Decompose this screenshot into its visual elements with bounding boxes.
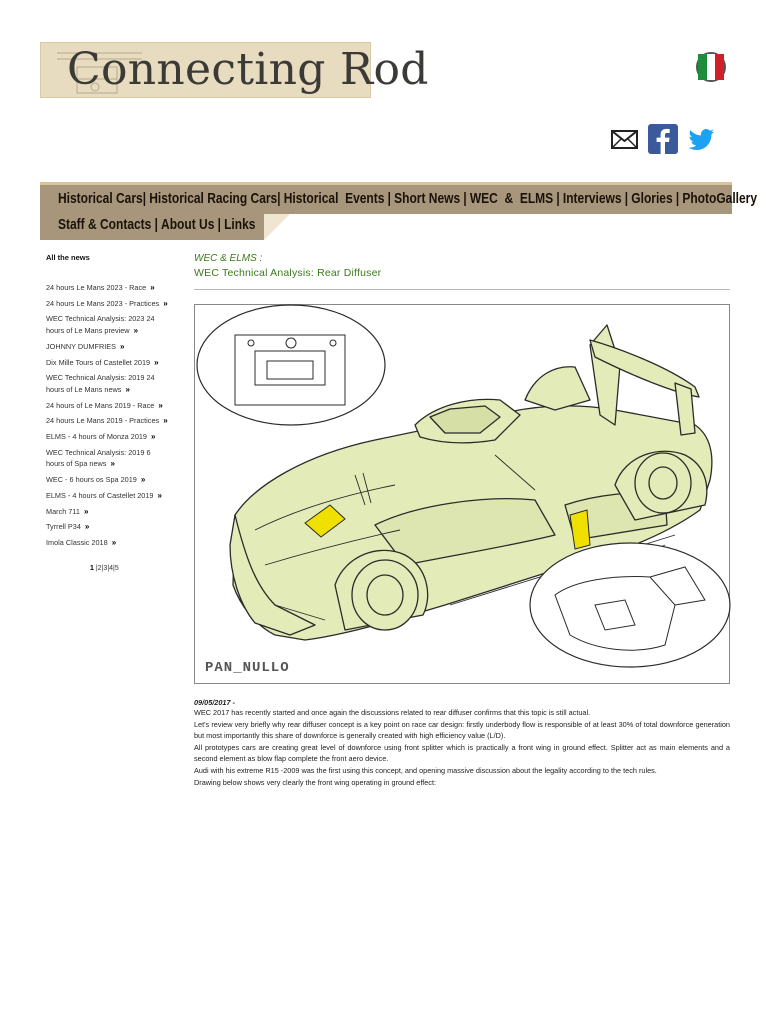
news-link[interactable]: 24 hours Le Mans 2023 - Practices bbox=[46, 298, 160, 308]
news-list bbox=[46, 282, 166, 549]
news-list-item bbox=[46, 313, 166, 336]
nav-separator: | bbox=[151, 217, 162, 233]
nav-row-1 bbox=[58, 190, 758, 208]
news-link[interactable]: WEC - 6 hours os Spa 2019 bbox=[46, 475, 137, 485]
news-list-item bbox=[46, 537, 166, 549]
double-chevron-right-icon[interactable]: » bbox=[140, 475, 144, 485]
article-title: WEC Technical Analysis: Rear Diffuser bbox=[194, 267, 730, 290]
nav-separator: | bbox=[672, 191, 683, 207]
news-link[interactable]: WEC Technical Analysis: 2023 24 hours of Le Mans preview bbox=[46, 314, 155, 336]
double-chevron-right-icon[interactable]: » bbox=[157, 490, 160, 500]
news-list-item bbox=[46, 490, 166, 502]
nav-separator: | bbox=[621, 191, 632, 207]
double-chevron-right-icon[interactable]: » bbox=[120, 341, 123, 351]
nav-separator: | bbox=[384, 191, 395, 207]
news-link[interactable]: Tyrrell P34 bbox=[46, 522, 81, 532]
nav-separator: | bbox=[142, 191, 150, 207]
news-link[interactable]: JOHNNY DUMFRIES bbox=[46, 341, 117, 351]
news-list-item bbox=[46, 415, 166, 427]
news-list-item bbox=[46, 341, 166, 353]
article-paragraph: Let's review very briefly why rear diffuser concept is a key point on race car design: firstly underbody flow is responsible of at least 30% of total downforce generation but most importantly this share of downforce is generally created with high efficiency value (L/D). bbox=[194, 719, 730, 741]
page-link[interactable]: 3 bbox=[103, 564, 108, 572]
news-link[interactable]: WEC Technical Analysis: 2019 6 hours of Spa news bbox=[46, 447, 151, 469]
double-chevron-right-icon[interactable]: » bbox=[163, 298, 166, 308]
news-link[interactable]: March 711 bbox=[46, 506, 80, 516]
article-paragraph: WEC 2017 has recently started and once again the discussions related to rear diffuser confirms that this topic is still actual. bbox=[194, 708, 591, 717]
nav-separator: | bbox=[277, 191, 284, 207]
article-category[interactable]: WEC & ELMS : bbox=[194, 253, 263, 264]
nav-staff-contacts[interactable]: Staff & Contacts bbox=[58, 216, 152, 233]
news-link[interactable]: 24 hours of Le Mans 2019 - Race bbox=[46, 400, 155, 410]
car-drawing bbox=[195, 305, 731, 685]
nav-separator: | bbox=[553, 191, 563, 207]
news-list-item bbox=[46, 357, 166, 369]
news-list-item bbox=[46, 282, 166, 294]
news-link[interactable]: Dix Mille Tours of Castellet 2019 bbox=[46, 357, 151, 367]
nav-historical-events[interactable]: Historical Events bbox=[283, 190, 385, 207]
news-link[interactable]: ELMS - 4 hours of Monza 2019 bbox=[46, 432, 147, 442]
news-list-item bbox=[46, 298, 166, 310]
article-date: 09/05/2017 - bbox=[194, 698, 235, 707]
double-chevron-right-icon[interactable]: » bbox=[154, 357, 157, 367]
nav-separator: | bbox=[460, 191, 470, 207]
double-chevron-right-icon[interactable]: » bbox=[110, 459, 113, 469]
article-image bbox=[194, 304, 730, 684]
double-chevron-right-icon[interactable]: » bbox=[125, 384, 128, 394]
double-chevron-right-icon[interactable]: » bbox=[83, 506, 87, 516]
news-link[interactable]: ELMS - 4 hours of Castellet 2019 bbox=[46, 490, 154, 500]
news-list-item bbox=[46, 447, 166, 470]
news-link[interactable]: Imola Classic 2018 bbox=[46, 537, 108, 547]
site-logo[interactable] bbox=[40, 42, 429, 98]
twitter-icon[interactable] bbox=[686, 124, 716, 154]
logo-text: Connecting Rod bbox=[67, 44, 429, 95]
news-list-item bbox=[46, 400, 166, 412]
main-navigation bbox=[40, 182, 758, 214]
article bbox=[194, 253, 730, 788]
email-icon[interactable] bbox=[610, 124, 640, 154]
italian-flag-icon[interactable] bbox=[696, 52, 726, 82]
news-link[interactable]: WEC Technical Analysis: 2019 24 hours of Le Mans news bbox=[46, 373, 155, 394]
article-paragraph: All prototypes cars are creating great level of downforce using front splitter which is practically a front wing in ground effect. Splitter act as main elements and a second element as blow flap complete the front aero device. bbox=[194, 742, 730, 764]
nav-historical-cars[interactable]: Historical Cars bbox=[58, 190, 143, 207]
news-link[interactable]: 24 hours Le Mans 2023 - Race bbox=[46, 283, 147, 292]
nav-links[interactable]: Links bbox=[224, 216, 256, 233]
nav-row-2 bbox=[58, 216, 746, 234]
nav-historical-racing-cars[interactable]: Historical Racing Cars bbox=[149, 190, 278, 207]
double-chevron-right-icon[interactable]: » bbox=[84, 522, 88, 532]
nav-wec-elms[interactable]: WEC & ELMS bbox=[469, 190, 554, 207]
double-chevron-right-icon[interactable]: » bbox=[158, 400, 161, 410]
double-chevron-right-icon[interactable]: » bbox=[133, 326, 137, 336]
news-list-item bbox=[46, 431, 166, 443]
secondary-navigation bbox=[40, 214, 264, 240]
news-list-item bbox=[46, 521, 166, 533]
nav-separator: | bbox=[214, 217, 225, 233]
social-links bbox=[610, 124, 716, 154]
news-list-item bbox=[46, 506, 166, 518]
double-chevron-right-icon[interactable]: » bbox=[150, 283, 153, 292]
news-sidebar bbox=[46, 253, 166, 572]
nav-photogallery[interactable]: PhotoGallery bbox=[682, 190, 758, 207]
news-list-item bbox=[46, 474, 166, 486]
facebook-icon[interactable] bbox=[648, 124, 678, 154]
double-chevron-right-icon[interactable]: » bbox=[163, 416, 166, 426]
page-current: 1 bbox=[90, 564, 94, 572]
page-link[interactable]: 2 bbox=[97, 564, 102, 572]
image-caption: PAN_NULLO bbox=[205, 660, 290, 676]
article-paragraph: Audi with his extreme R15 -2009 was the first using this concept, and opening massive discussion about the legality according to the tech rules. bbox=[194, 765, 657, 775]
nav-glories[interactable]: Glories bbox=[631, 190, 673, 207]
article-paragraph: Drawing below shows very clearly the front wing operating in ground effect: bbox=[194, 777, 437, 787]
sidebar-heading: All the news bbox=[46, 253, 90, 262]
nav-short-news[interactable]: Short News bbox=[394, 190, 461, 207]
nav-about-us[interactable]: About Us bbox=[161, 216, 215, 233]
double-chevron-right-icon[interactable]: » bbox=[151, 432, 154, 442]
news-list-item bbox=[46, 372, 166, 395]
nav-interviews[interactable]: Interviews bbox=[562, 190, 622, 207]
pagination: 1 |2|3|4|5 bbox=[90, 564, 119, 572]
news-link[interactable]: 24 hours Le Mans 2019 - Practices bbox=[46, 416, 160, 426]
page-link[interactable]: 5 bbox=[114, 564, 119, 572]
double-chevron-right-icon[interactable]: » bbox=[111, 537, 115, 547]
page-link[interactable]: 4 bbox=[109, 564, 114, 572]
